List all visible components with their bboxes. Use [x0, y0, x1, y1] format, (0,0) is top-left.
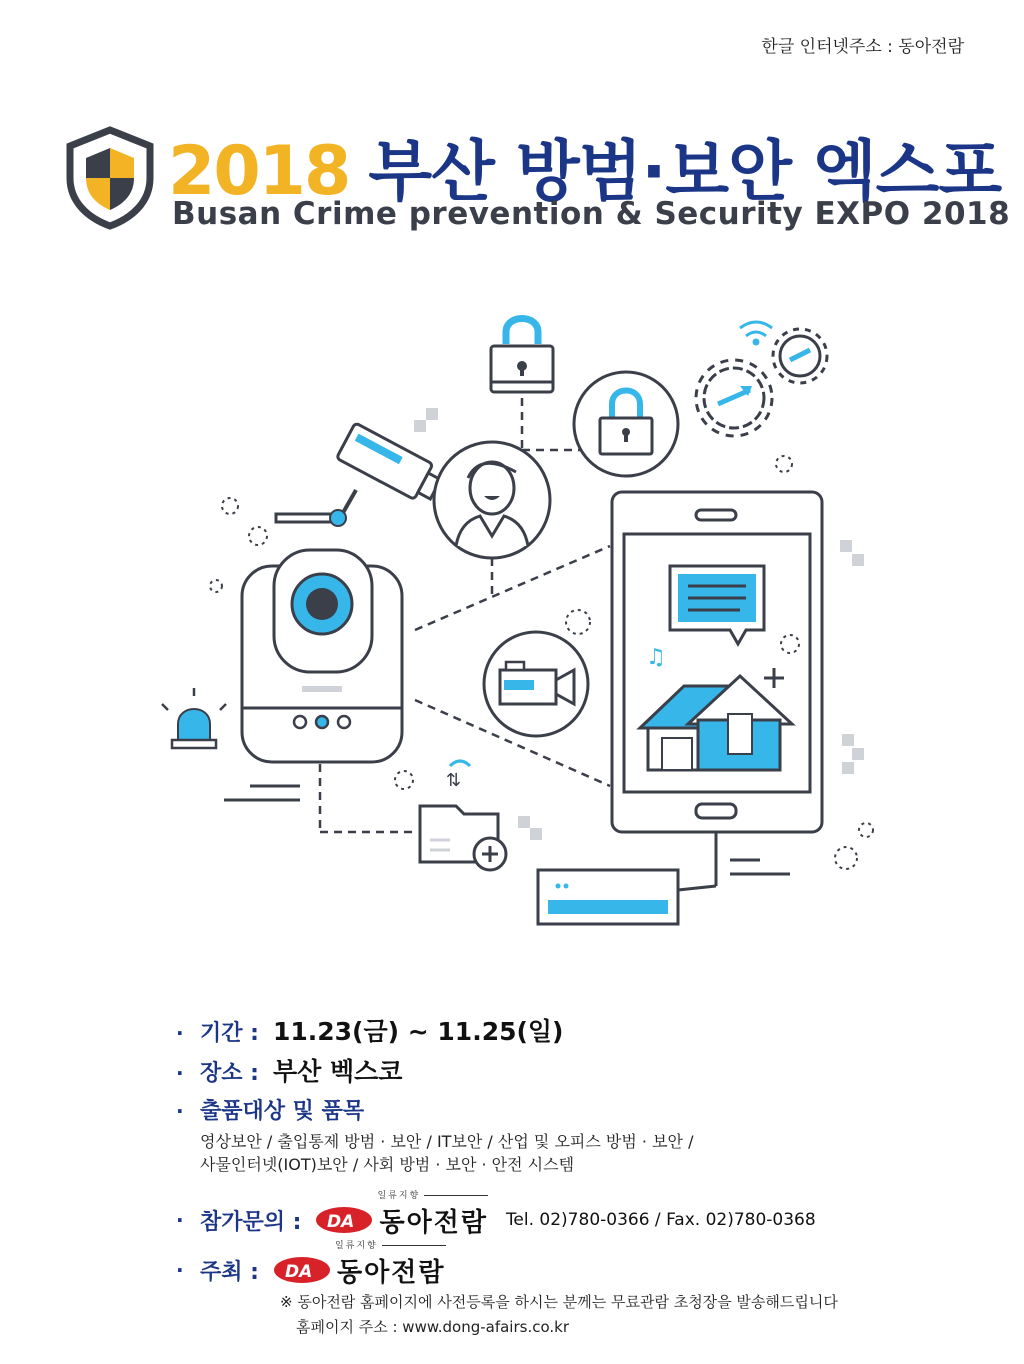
items-line-1: 영상보안 / 출입통제 방범 · 보안 / IT보안 / 산업 및 오피스 방범 · 보안 / [200, 1132, 694, 1151]
alarm-siren-icon [162, 688, 226, 748]
title-main: 부산 방범·보안 엑스포 [368, 133, 1002, 210]
logo-tagline: 일류지향 [335, 1238, 446, 1251]
cctv-camera-icon [276, 423, 445, 526]
person-icon [434, 442, 550, 558]
items-line-2: 사물인터넷(IOT)보안 / 사회 방범 · 보안 · 안전 시스템 [200, 1155, 575, 1174]
gear-icon [696, 329, 827, 436]
venue-value: 부산 벡스코 [272, 1057, 403, 1086]
bullet: · [176, 1099, 184, 1123]
bullet: · [176, 1258, 184, 1282]
shield-icon [66, 126, 154, 230]
host-logo [273, 1240, 446, 1289]
host-row [176, 1240, 996, 1290]
top-note: 한글 인터넷주소 : 동아전람 [761, 37, 964, 57]
logo-name: 동아전람 [336, 1257, 446, 1288]
page-subtitle: Busan Crime prevention & Security EXPO 2018 [172, 196, 1011, 232]
padlock-icon [491, 319, 553, 393]
organizer-logo [315, 1190, 488, 1239]
items-row [176, 1094, 996, 1130]
air-conditioner-icon [538, 870, 678, 924]
bullet: · [176, 1061, 184, 1085]
host-label: 주최 : [200, 1259, 259, 1285]
inquiry-label: 참가문의 : [200, 1209, 302, 1235]
folder-icon [420, 761, 506, 870]
venue-label: 장소 : [200, 1061, 259, 1086]
wifi-icon [740, 322, 772, 344]
svg-text:DA: DA [327, 1212, 355, 1232]
logo-name: 동아전람 [379, 1207, 488, 1238]
homepage-address: 홈페이지 주소 : www.dong-afairs.co.kr [296, 1318, 569, 1336]
venue-row [176, 1052, 996, 1094]
logo-tagline: 일류지향 [377, 1188, 488, 1201]
logo-mark-icon [273, 1256, 331, 1284]
inquiry-row [176, 1190, 996, 1240]
bullet: · [176, 1021, 184, 1045]
svg-text:DA: DA [284, 1262, 313, 1282]
svg-text:⇅: ⇅ [446, 770, 462, 791]
period-row [176, 1012, 996, 1052]
home-camera-icon [242, 550, 402, 762]
period-label: 기간 : [200, 1021, 259, 1046]
registration-note: ※ 동아전람 홈페이지에 사전등록을 하시는 분께는 무료관람 초청장을 발송해드립니다 [280, 1293, 838, 1311]
period-value: 11.23(금) ~ 11.25(일) [272, 1017, 564, 1046]
video-camera-icon [484, 632, 588, 736]
event-info [176, 1012, 996, 1340]
padlock-circle-icon [574, 372, 678, 476]
bullet: · [176, 1208, 184, 1232]
music-note-icon: ♫ [646, 645, 666, 670]
items-label: 출품대상 및 품목 [200, 1099, 365, 1124]
logo-mark-icon [315, 1206, 373, 1234]
contact-numbers: Tel. 02)780-0366 / Fax. 02)780-0368 [505, 1210, 816, 1230]
security-illustration [150, 300, 890, 940]
title-year: 2018 [168, 132, 350, 211]
